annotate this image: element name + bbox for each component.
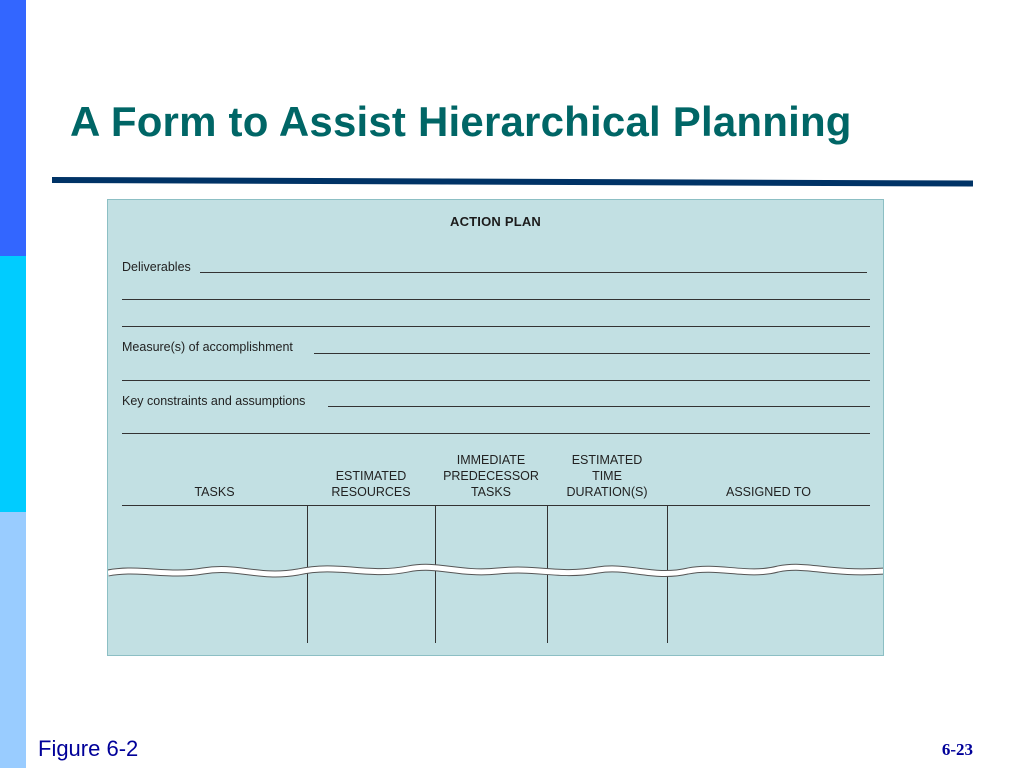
col-tasks [122,448,307,500]
table-header-rule [122,505,870,506]
constraints-line-1 [328,406,870,407]
col-assigned [667,448,870,500]
col-assigned-label: ASSIGNED TO [726,485,811,499]
figure-label: Figure 6-2 [38,736,139,761]
torn-edge-divider [108,557,884,587]
col-resources-label: ESTIMATED RESOURCES [331,469,411,499]
col-duration [547,448,667,500]
constraints-label: Key constraints and assumptions [122,394,308,408]
measures-line-2 [122,380,870,381]
action-plan-form [107,199,884,656]
title-divider [52,177,973,187]
constraints-line-2 [122,433,870,434]
col-duration-label: ESTIMATED TIME DURATION(S) [566,453,648,499]
col-predecessor [435,448,547,500]
col-resources [307,448,435,500]
side-bar-bottom [0,512,26,768]
col-predecessor-label: IMMEDIATE PREDECESSOR TASKS [443,453,539,499]
side-bar-top [0,0,26,256]
deliverables-line-1 [200,272,867,273]
measures-label: Measure(s) of accomplishment [122,340,296,354]
deliverables-line-3 [122,326,870,327]
form-heading: ACTION PLAN [449,214,542,229]
measures-line-1 [314,353,870,354]
side-bar-middle [0,256,26,512]
col-tasks-label: TASKS [194,485,235,499]
deliverables-line-2 [122,299,870,300]
page-number: 6-23 [941,740,973,759]
deliverables-label: Deliverables [122,260,194,274]
slide-title: A Form to Assist Hierarchical Planning [70,98,852,145]
